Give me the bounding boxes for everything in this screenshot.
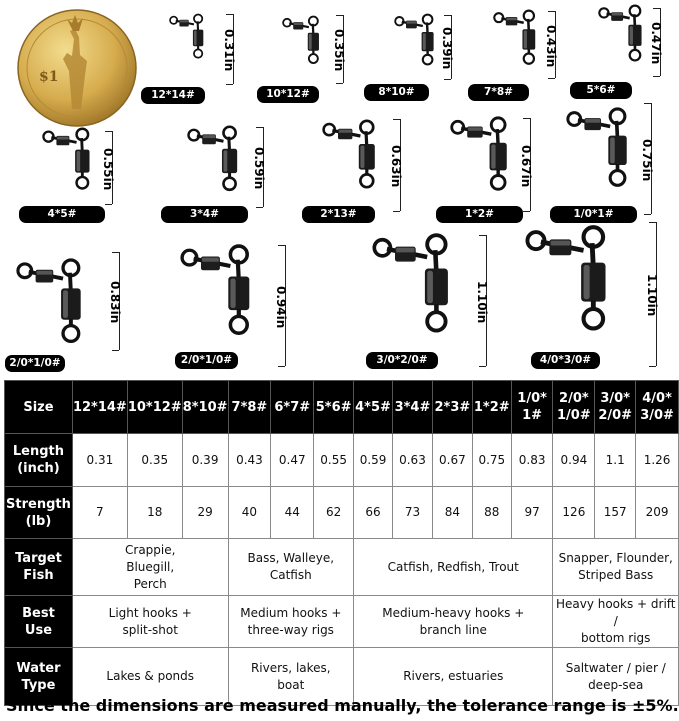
length-value: 0.75 — [472, 434, 511, 487]
length-value: 1.26 — [636, 434, 679, 487]
strength-value: 44 — [271, 487, 314, 539]
length-value: 1.1 — [595, 434, 636, 487]
size-label: 2/0*1/0# — [5, 355, 65, 372]
dimension-tick — [393, 211, 400, 212]
tolerance-note: Since the dimensions are measured manually, the tolerance range is ±5%. — [6, 696, 679, 715]
length-label: 0.31in — [222, 29, 236, 72]
size-label: 3/0*2/0# — [366, 352, 438, 369]
swivel-icon — [189, 127, 238, 190]
table-row — [5, 487, 679, 539]
swivel-icon — [43, 129, 89, 189]
column-header: 3/0* 2/0# — [595, 381, 636, 434]
swivel-icon — [599, 6, 641, 61]
length-value: 0.63 — [393, 434, 433, 487]
water-type-value: Rivers, lakes, boat — [228, 648, 354, 706]
best-use-value: Heavy hooks + drift / bottom rigs — [553, 596, 679, 648]
size-label: 5*6# — [570, 82, 632, 99]
length-value: 0.39 — [182, 434, 228, 487]
length-label: 0.47in — [649, 22, 663, 65]
swivel-icon — [18, 260, 81, 341]
dimension-tick — [479, 366, 486, 367]
dimension-tick — [226, 84, 233, 85]
size-label: 10*12# — [257, 86, 319, 103]
dimension-tick — [523, 118, 530, 119]
dimension-tick — [653, 76, 660, 77]
row-header-target-fish: Target Fish — [5, 539, 73, 596]
length-label: 0.39in — [440, 27, 454, 70]
dimension-tick — [523, 211, 530, 212]
strength-value: 7 — [72, 487, 127, 539]
dimension-tick — [548, 78, 555, 79]
size-label: 2*13# — [302, 206, 375, 223]
dimension-tick — [644, 103, 651, 104]
table-row — [5, 596, 679, 648]
swivel-icon — [452, 118, 507, 189]
dimension-tick — [649, 366, 656, 367]
table-row — [5, 539, 679, 596]
strength-value: 97 — [511, 487, 553, 539]
row-header-water-type: Water Type — [5, 648, 73, 706]
column-header: 2*3# — [432, 381, 472, 434]
dimension-tick — [105, 131, 112, 132]
dimension-tick — [444, 15, 451, 16]
target-fish-value: Bass, Walleye, Catfish — [228, 539, 354, 596]
swivel-icon — [395, 15, 433, 65]
best-use-value: Medium-heavy hooks + branch line — [354, 596, 553, 648]
target-fish-value: Catfish, Redfish, Trout — [354, 539, 553, 596]
row-header-best-use: Best Use — [5, 596, 73, 648]
swivel-icon — [182, 246, 249, 333]
water-type-value: Rivers, estuaries — [354, 648, 553, 706]
swivel-icon — [324, 121, 375, 187]
column-header: 2/0* 1/0# — [553, 381, 595, 434]
size-label: 2/0*1/0# — [175, 352, 238, 369]
column-header: 5*6# — [314, 381, 354, 434]
best-use-value: Medium hooks + three-way rigs — [228, 596, 354, 648]
dimension-tick — [548, 11, 555, 12]
column-header: 1/0* 1# — [511, 381, 553, 434]
dimension-tick — [278, 366, 285, 367]
dimension-tick — [112, 350, 119, 351]
size-label: 4*5# — [19, 206, 105, 223]
row-header-length: Length (inch) — [5, 434, 73, 487]
size-label: 1*2# — [436, 206, 523, 223]
svg-text:$1: $1 — [39, 69, 59, 85]
table-row — [5, 381, 679, 434]
swivel-icon — [283, 17, 319, 63]
strength-value: 62 — [314, 487, 354, 539]
strength-value: 157 — [595, 487, 636, 539]
length-label: 0.83in — [108, 281, 122, 324]
strength-value: 209 — [636, 487, 679, 539]
length-label: 0.75in — [640, 138, 654, 181]
length-value: 0.35 — [127, 434, 182, 487]
dimension-tick — [653, 8, 660, 9]
length-label: 0.94in — [274, 285, 288, 328]
column-header: 4*5# — [354, 381, 393, 434]
length-label: 0.63in — [389, 145, 403, 188]
dimension-tick — [479, 235, 486, 236]
dimension-tick — [278, 245, 285, 246]
column-header: 8*10# — [182, 381, 228, 434]
row-header-strength: Strength (lb) — [5, 487, 73, 539]
strength-value: 126 — [553, 487, 595, 539]
length-label: 0.43in — [544, 24, 558, 67]
swivel-icon — [494, 11, 535, 64]
swivel-icon — [374, 235, 448, 330]
water-type-value: Lakes & ponds — [72, 648, 228, 706]
dimension-tick — [226, 14, 233, 15]
dimension-tick — [256, 127, 263, 128]
swivel-icon — [568, 109, 627, 185]
column-header: 1*2# — [472, 381, 511, 434]
target-fish-value: Crappie, Bluegill, Perch — [72, 539, 228, 596]
length-value: 0.67 — [432, 434, 472, 487]
size-label: 4/0*3/0# — [531, 352, 600, 369]
length-label: 1.10in — [475, 280, 489, 323]
dimension-tick — [644, 214, 651, 215]
column-header: 10*12# — [127, 381, 182, 434]
column-header: 12*14# — [72, 381, 127, 434]
strength-value: 88 — [472, 487, 511, 539]
dimension-tick — [256, 207, 263, 208]
strength-value: 66 — [354, 487, 393, 539]
length-value: 0.83 — [511, 434, 553, 487]
dimension-tick — [393, 119, 400, 120]
dimension-tick — [444, 79, 451, 80]
strength-value: 29 — [182, 487, 228, 539]
size-label: 12*14# — [141, 87, 205, 104]
strength-value: 84 — [432, 487, 472, 539]
strength-value: 40 — [228, 487, 271, 539]
swivel-icon — [170, 15, 203, 58]
length-value: 0.94 — [553, 434, 595, 487]
length-label: 1.10in — [645, 274, 659, 317]
size-label: 1/0*1# — [550, 206, 637, 223]
dimension-tick — [336, 83, 343, 84]
row-header-size: Size — [5, 381, 73, 434]
column-header: 4/0* 3/0# — [636, 381, 679, 434]
length-value: 0.55 — [314, 434, 354, 487]
size-label: 8*10# — [364, 84, 429, 101]
dimension-tick — [105, 204, 112, 205]
strength-value: 18 — [127, 487, 182, 539]
column-header: 7*8# — [228, 381, 271, 434]
length-label: 0.35in — [332, 29, 346, 72]
length-label: 0.67in — [519, 144, 533, 187]
spec-table — [4, 380, 679, 706]
size-label: 7*8# — [468, 84, 529, 101]
dimension-tick — [112, 252, 119, 253]
length-value: 0.43 — [228, 434, 271, 487]
length-label: 0.55in — [101, 147, 115, 190]
length-label: 0.59in — [252, 147, 266, 190]
water-type-value: Saltwater / pier / deep-sea — [553, 648, 679, 706]
dimension-tick — [336, 15, 343, 16]
length-value: 0.31 — [72, 434, 127, 487]
length-value: 0.59 — [354, 434, 393, 487]
table-row — [5, 434, 679, 487]
target-fish-value: Snapper, Flounder, Striped Bass — [553, 539, 679, 596]
size-label: 3*4# — [161, 206, 248, 223]
column-header: 6*7# — [271, 381, 314, 434]
swivel-icon — [527, 227, 605, 328]
strength-value: 73 — [393, 487, 433, 539]
best-use-value: Light hooks + split-shot — [72, 596, 228, 648]
column-header: 3*4# — [393, 381, 433, 434]
length-value: 0.47 — [271, 434, 314, 487]
dimension-tick — [649, 222, 656, 223]
